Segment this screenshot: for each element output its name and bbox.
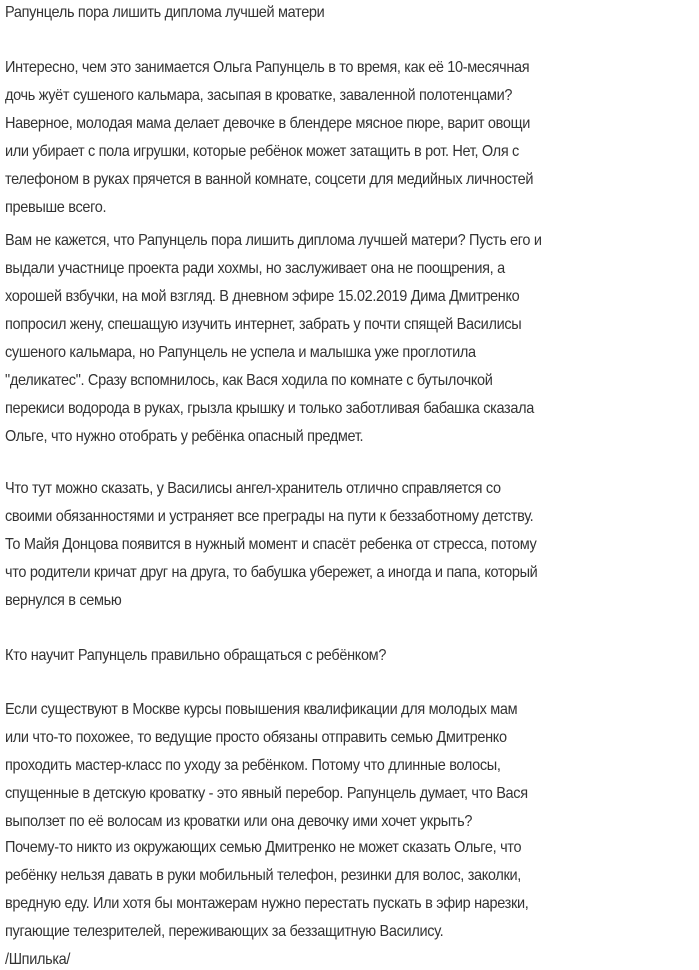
paragraph-line: пугающие телезрителей, переживающих за беззащитную Василису. [5,923,444,940]
paragraph-line: проходить мастер-класс по уходу за ребёнком. Потому что длинные волосы, [5,757,501,774]
paragraph-line: выдали участнице проекта ради хохмы, но заслуживает она не поощрения, а [5,260,505,277]
paragraph-line: Интересно, чем это занимается Ольга Рапунцель в то время, как её 10-месячная [5,59,530,76]
paragraph-line: спущенные в детскую кроватку - это явный перебор. Рапунцель думает, что Вася [5,785,528,802]
paragraph-line: Если существуют в Москве курсы повышения квалификации для молодых мам [5,701,518,718]
paragraph-line: выползет по её волосам из кроватки или она девочку ими хочет укрыть? [5,813,473,830]
paragraph-line: "деликатес". Сразу вспомнилось, как Вася ходила по комнате с бутылочкой [5,372,493,389]
article-title: Рапунцель пора лишить диплома лучшей матери [5,4,325,21]
paragraph-line: Наверное, молодая мама делает девочке в блендере мясное пюре, варит овощи [5,115,530,132]
paragraph-line: Вам не кажется, что Рапунцель пора лишить диплома лучшей матери? Пусть его и [5,232,542,249]
paragraph-line: Что тут можно сказать, у Василисы ангел-хранитель отлично справляется со [5,480,501,497]
paragraph-line: сушеного кальмара, но Рапунцель не успела и малышка уже проглотила [5,344,476,361]
paragraph-line: вредную еду. Или хотя бы монтажерам нужно перестать пускать в эфир нарезки, [5,895,529,912]
article-signature: /Шпилька/ [5,951,71,968]
paragraph-line: Ольге, что нужно отобрать у ребёнка опасный предмет. [5,428,364,445]
paragraph-line: перекиси водорода в руках, грызла крышку и только заботливая бабашка сказала [5,400,534,417]
paragraph-line: Почему-то никто из окружающих семью Дмитренко не может сказать Ольге, что [5,839,522,856]
paragraph-line: или что-то похожее, то ведущие просто обязаны отправить семью Дмитренко [5,729,507,746]
paragraph-line: ребёнку нельзя давать в руки мобильный телефон, резинки для волос, заколки, [5,867,522,884]
paragraph-line: своими обязанностями и устраняет все преграды на пути к беззаботному детству. [5,508,534,525]
paragraph-line: телефоном в руках прячется в ванной комнате, соцсети для медийных личностей [5,171,534,188]
paragraph-line: То Майя Донцова появится в нужный момент и спасёт ребенка от стресса, потому [5,536,537,553]
paragraph-line: дочь жуёт сушеного кальмара, засыпая в кроватке, заваленной полотенцами? [5,87,513,104]
paragraph-line: хорошей взбучки, на мой взгляд. В дневном эфире 15.02.2019 Дима Дмитренко [5,288,520,305]
paragraph-line: что родители кричат друг на друга, то бабушка убережет, а иногда и папа, который [5,564,538,581]
paragraph-line: вернулся в семью [5,592,122,609]
paragraph-line: попросил жену, спешащую изучить интернет, забрать у почти спящей Василисы [5,316,522,333]
paragraph-line: превыше всего. [5,199,107,216]
section-question: Кто научит Рапунцель правильно обращаться с ребёнком? [5,647,387,664]
paragraph-line: или убирает с пола игрушки, которые ребёнок может затащить в рот. Нет, Оля с [5,143,519,160]
